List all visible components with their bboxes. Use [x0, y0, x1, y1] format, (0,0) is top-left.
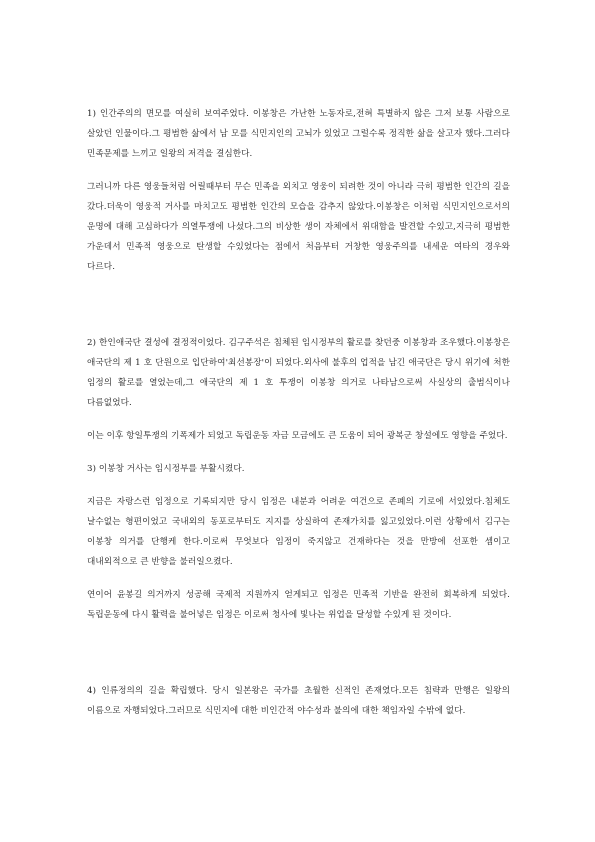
paragraph-section-3-continued: 연이어 윤봉길 의거까지 성공해 국제적 지원까지 얻게되고 임정은 민족적 기반을 완전히 회복하게 되었다.독립운동에 다시 활력을 불어넣은 임정은 이로써 청사에 빛나는 위업을 달성할 수있게 된 것이다.	[87, 590, 510, 620]
paragraph-gap	[87, 446, 510, 459]
section-gap	[87, 625, 510, 681]
paragraph-gap	[87, 413, 510, 426]
paragraph-section-2: 2) 한인애국단 결성에 결정적이었다. 김구주석은 침체된 임시정부의 활로를 찾던중 이봉창과 조우했다.이봉창은 애국단의 제 1 호 단원으로 입단하여'최선봉장'이 되었다.외사에 불후의 업적을 남긴 애국단은 당시 위기에 처한 임정의 활로를 열었는데,그 애국단의 제 1 호 투쟁이 이봉창 의거로 나타남으로써 사실상의 출범식이나 다름없었다.	[87, 338, 510, 408]
paragraph-gap	[87, 572, 510, 585]
paragraph-section-4: 4) 인류정의의 길을 확립했다. 당시 일본왕은 국가를 초월한 신적인 존재였다.모든 침략과 만행은 일왕의 이름으로 자행되었다.그러므로 식민지에 대한 비인간적 야수성과 불의에 대한 책임자일 수밖에 없다.	[87, 686, 510, 716]
paragraph-gap	[87, 164, 510, 177]
paragraph-section-1-continued: 그러니까 다른 영웅들처럼 어릴때부터 무슨 민족을 외치고 영웅이 되려한 것이 아니라 극히 평범한 인간의 길을 갔다.더욱이 영웅적 거사를 마치고도 평범한 인간의 모습을 감추지 않았다.이봉창은 이처럼 식민지인으로서의 운명에 대해 고심하다가 의열투쟁에 나섰다.그의 비상한 생이 자체에서 위대함을 발견할 수있고,지극히 평범한 가운데서 민족적 영웅으로 탄생할 수있었다는 점에서 처음부터 거창한 영웅주의를 내세운 여타의 경우와 다르다.	[87, 182, 510, 272]
paragraph-section-2-continued: 이는 이후 항일투쟁의 기폭제가 되었고 독립운동 자금 모금에도 큰 도움이 되어 광복군 창설에도 영향을 주었다.	[87, 431, 508, 441]
paragraph-section-3: 지금은 자랑스런 임정으로 기록되지만 당시 임정은 내분과 어려운 여건으로 존폐의 기로에 서있었다.침체도 날수없는 형편이었고 국내외의 동포로부터도 지지를 상실하여 존재가치를 잃고있었다.이런 상황에서 김구는 이봉창 의거를 단행케 한다.이로써 무엇보다 임정이 죽지않고 건재하다는 것을 만방에 선포한 셈이고 대내외적으로 큰 반향을 불러일으켰다.	[87, 497, 510, 567]
section-gap	[87, 277, 510, 333]
paragraph-gap	[87, 479, 510, 492]
paragraph-section-1: 1) 인간주의의 면모를 여실히 보여주었다. 이봉창은 가난한 노동자로,전혀 특별하지 않은 그저 보통 사람으로 살았던 인물이다.그 평범한 삶에서 남 모를 식민지인의 고뇌가 있었고 그럴수록 정직한 삶을 살고자 했다.그러다 민족문제를 느끼고 일왕의 저격을 결심한다.	[87, 109, 510, 159]
document-page	[87, 104, 510, 721]
heading-section-3: 3) 이봉창 거사는 임시정부를 부활시켰다.	[87, 464, 245, 474]
